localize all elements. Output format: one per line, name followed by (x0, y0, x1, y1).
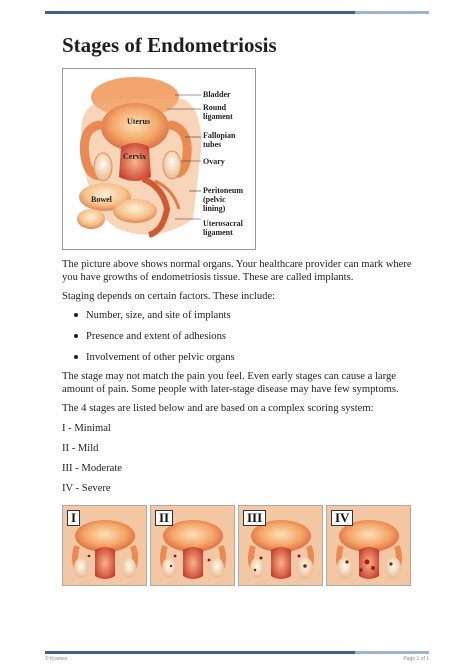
label-bowel: Bowel (91, 195, 112, 204)
list-item-text: Involvement of other pelvic organs (86, 352, 235, 363)
label-uterosacral-2: ligament (203, 228, 233, 237)
stage-item-4: IV - Severe (62, 483, 111, 494)
list-item (62, 351, 412, 372)
list-item-text: Number, size, and site of implants (86, 310, 231, 321)
stage-illustrations (62, 505, 412, 585)
label-bladder: Bladder (203, 90, 231, 99)
paragraph-pain: The stage may not match the pain you feel. Even early stages can cause a large amount of pain. Some people with later-stage disease may have few symptoms. (62, 371, 399, 395)
header-rule-dark (45, 11, 355, 14)
paragraph-staging: Staging depends on certain factors. These include: (62, 291, 276, 302)
label-peritoneum-2: (pelvic (203, 195, 226, 204)
header-rule-light (355, 11, 429, 14)
label-uterosacral-1: Uterosacral (203, 219, 243, 228)
footer-page-number: Page 1 of 1 (403, 656, 429, 662)
stage-item-3: III - Moderate (62, 463, 122, 474)
stage-item-2: II - Mild (62, 443, 99, 454)
stage-image-1 (62, 505, 147, 586)
footer-rule-light (355, 651, 429, 654)
stage-image-3 (238, 505, 323, 586)
paragraph-intro: The picture above shows normal organs. Your healthcare provider can mark where you have growths of endometriosis tissue. These are called implants. (62, 259, 412, 283)
label-ovary: Ovary (203, 157, 225, 166)
anatomy-illustration (62, 68, 256, 250)
footer-rule (45, 651, 429, 654)
label-cervix: Cervix (123, 152, 147, 161)
footer-rule-dark (45, 651, 355, 654)
stage-item-1: I - Minimal (62, 423, 111, 434)
list-item (62, 309, 412, 330)
label-uterus: Uterus (127, 117, 151, 126)
label-round-ligament-2: ligament (203, 112, 233, 121)
list-item (62, 330, 412, 351)
bullet-icon (74, 334, 78, 338)
anatomy-drawing (63, 69, 255, 249)
stage-number: II (155, 510, 173, 526)
label-fallopian-1: Fallopian (203, 131, 236, 140)
bullet-icon (74, 355, 78, 359)
label-round-ligament-1: Round (203, 103, 227, 112)
footer-copyright: © Krames (45, 656, 68, 662)
header-rule (45, 11, 429, 14)
stage-image-2 (150, 505, 235, 586)
stage-number: I (67, 510, 80, 526)
label-fallopian-2: tubes (203, 140, 222, 149)
list-item-text: Presence and extent of adhesions (86, 331, 227, 342)
label-peritoneum-3: lining) (203, 204, 226, 213)
page-title: Stages of Endometriosis (62, 33, 277, 57)
cervix-shape (119, 143, 151, 181)
bullet-icon (74, 313, 78, 317)
stage-number: IV (331, 510, 353, 526)
paragraph-stages-intro: The 4 stages are listed below and are based on a complex scoring system: (62, 403, 374, 414)
stage-image-4 (326, 505, 411, 586)
stage-number: III (243, 510, 266, 526)
label-peritoneum-1: Peritoneum (203, 186, 243, 195)
factors-list (62, 309, 412, 372)
